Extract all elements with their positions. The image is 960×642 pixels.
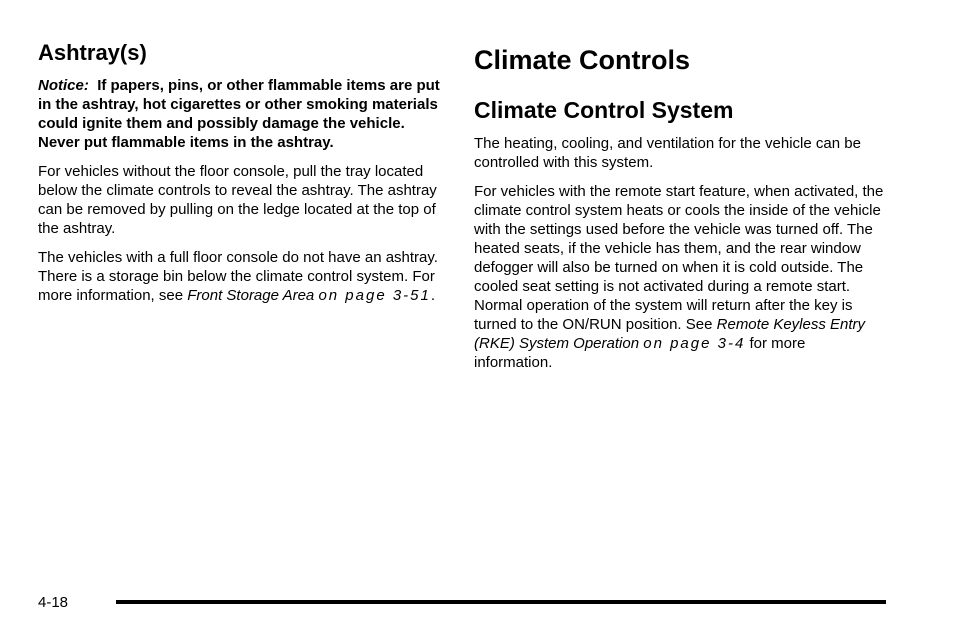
climate-paragraph-2 xyxy=(474,182,884,372)
right-column xyxy=(474,40,884,382)
climate-paragraph-1: The heating, cooling, and ventilation for the vehicle can be controlled with this system. xyxy=(474,135,861,171)
ashtray-paragraph-1: For vehicles without the floor console, pull the tray located below the climate controls to reveal the ashtray. The ashtray can be removed by pulling on the ledge located at the top of the ashtray. xyxy=(38,163,437,237)
ashtray-paragraph-2-text: The vehicles with a full floor console do not have an ashtray. There is a storage bin below the climate control system. For more information, see xyxy=(38,249,438,304)
notice-text: If papers, pins, or other flammable items are put in the ashtray, hot cigarettes or other smoking materials could ignite them and possibly damage the vehicle. Never put flammable items in the ashtray. xyxy=(38,77,440,151)
notice-label: Notice: xyxy=(38,77,89,94)
xref-front-storage-area-page[interactable]: on page 3‑51 xyxy=(318,287,431,304)
footer-rule xyxy=(116,600,886,604)
xref-rke-system-operation-page[interactable]: on page 3‑4 xyxy=(643,335,746,352)
climate-paragraph-2-end: for more information. xyxy=(474,335,806,371)
page-number: 4-18 xyxy=(38,594,69,611)
climate-paragraph-2-text: For vehicles with the remote start feature, when activated, the climate control system heats or cools the inside of the vehicle with the settings used before the vehicle was turned off. The heated seats, if the vehicle has them, and the rear window defogger will also be turned on when it is cold outside. The cooled seat setting is not activated during a remote start. Normal operation of the system will return after the key is turned to the ON/RUN position. See xyxy=(474,183,884,333)
xref-front-storage-area[interactable]: Front Storage Area xyxy=(187,287,315,304)
section-heading-climate-control-system: Climate Control System xyxy=(474,97,734,123)
ashtray-paragraph-2 xyxy=(38,248,443,305)
notice-paragraph xyxy=(38,76,443,152)
chapter-heading-climate-controls: Climate Controls xyxy=(474,45,691,75)
xref-rke-system-operation[interactable]: Remote Keyless Entry (RKE) System Operation xyxy=(474,316,866,352)
ashtray-paragraph-2-end: . xyxy=(430,287,436,304)
section-heading-ashtray: Ashtray(s) xyxy=(38,40,147,65)
left-column xyxy=(38,40,443,315)
